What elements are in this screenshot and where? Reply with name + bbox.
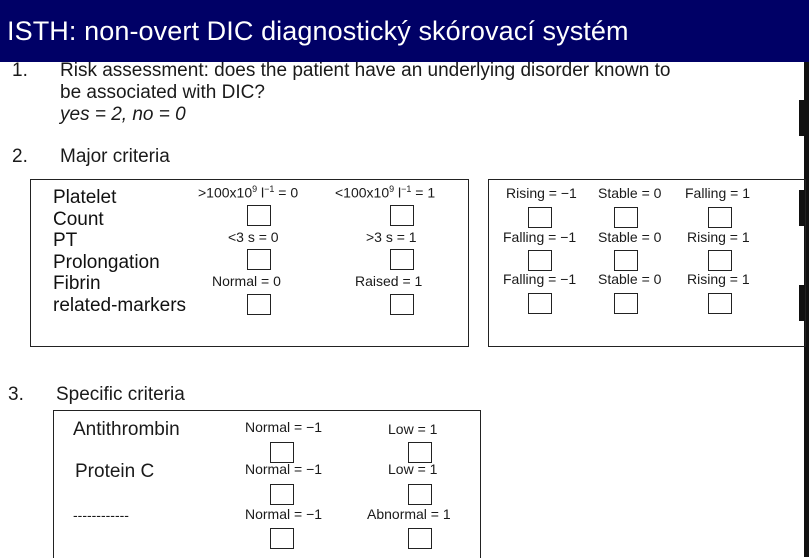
specific-checkbox[interactable] <box>270 442 294 463</box>
section1-number: 1. <box>12 60 28 81</box>
platelet-normal-checkbox[interactable] <box>247 205 271 226</box>
section2-heading: Major criteria <box>60 146 170 167</box>
specific-option: Low = 1 <box>388 421 438 437</box>
section3-heading: Specific criteria <box>56 384 185 405</box>
fibrin-normal-checkbox[interactable] <box>247 294 271 315</box>
factor-label: Fibrin <box>53 273 101 294</box>
specific-factor-label: Antithrombin <box>73 419 180 440</box>
section1-line1: Risk assessment: does the patient have an underlying disorder known to <box>60 60 671 81</box>
trend-option: Falling = −1 <box>503 229 577 245</box>
specific-option: Low = 1 <box>388 461 438 477</box>
trend-checkbox[interactable] <box>708 293 732 314</box>
factor-label: PT <box>53 230 78 251</box>
factor-label: related-markers <box>53 294 187 316</box>
factor-label: Prolongation <box>53 251 160 273</box>
fibrin-raised-checkbox[interactable] <box>390 294 414 315</box>
pt-prolonged-option: >3 s = 1 <box>366 229 417 245</box>
factor-label: Platelet <box>53 187 117 208</box>
slide-title: ISTH: non-overt DIC diagnostický skórovací systém <box>7 16 629 46</box>
trend-checkbox[interactable] <box>708 250 732 271</box>
specific-factor-placeholder: ------------ <box>73 507 129 523</box>
trend-option: Rising = 1 <box>687 229 750 245</box>
fibrin-raised-option: Raised = 1 <box>355 273 423 289</box>
platelet-low-option: $<100x10^9$ $l^{-1} = 1$ <box>335 184 436 201</box>
trend-checkbox[interactable] <box>614 250 638 271</box>
pt-normal-option: <3 s = 0 <box>228 229 279 245</box>
section1-line2: be associated with DIC? <box>60 82 265 103</box>
trend-option: Stable = 0 <box>598 229 662 245</box>
pt-normal-checkbox[interactable] <box>247 249 271 270</box>
specific-checkbox[interactable] <box>408 442 432 463</box>
specific-option: Normal = −1 <box>245 419 323 435</box>
trend-checkbox[interactable] <box>614 293 638 314</box>
specific-checkbox[interactable] <box>270 484 294 505</box>
trend-option: Falling = −1 <box>503 271 577 287</box>
trend-checkbox[interactable] <box>528 207 552 228</box>
trend-option: Falling = 1 <box>685 185 750 201</box>
title-bar <box>0 0 809 62</box>
platelet-normal-option: $>100x10^9$ $l^{-1} = 0$ <box>198 184 299 201</box>
trend-checkbox[interactable] <box>614 207 638 228</box>
trend-checkbox[interactable] <box>528 250 552 271</box>
specific-factor-label: Protein C <box>75 461 155 482</box>
specific-option: Normal = −1 <box>245 461 323 477</box>
specific-option: Abnormal = 1 <box>367 506 451 522</box>
specific-option: Normal = −1 <box>245 506 323 522</box>
trend-checkbox[interactable] <box>528 293 552 314</box>
trend-option: Rising = −1 <box>506 185 577 201</box>
factor-label: Count <box>53 208 104 230</box>
section3-number: 3. <box>8 384 24 405</box>
right-edge-tick <box>799 100 804 136</box>
platelet-low-checkbox[interactable] <box>390 205 414 226</box>
trend-checkbox[interactable] <box>708 207 732 228</box>
fibrin-normal-option: Normal = 0 <box>212 273 281 289</box>
trend-option: Stable = 0 <box>598 271 662 287</box>
specific-checkbox[interactable] <box>408 528 432 549</box>
section2-number: 2. <box>12 146 28 167</box>
section1-scoring: yes = 2, no = 0 <box>60 104 186 125</box>
specific-checkbox[interactable] <box>270 528 294 549</box>
trend-option: Stable = 0 <box>598 185 662 201</box>
trend-option: Rising = 1 <box>687 271 750 287</box>
specific-checkbox[interactable] <box>408 484 432 505</box>
pt-prolonged-checkbox[interactable] <box>390 249 414 270</box>
major-criteria-factors <box>53 187 186 316</box>
